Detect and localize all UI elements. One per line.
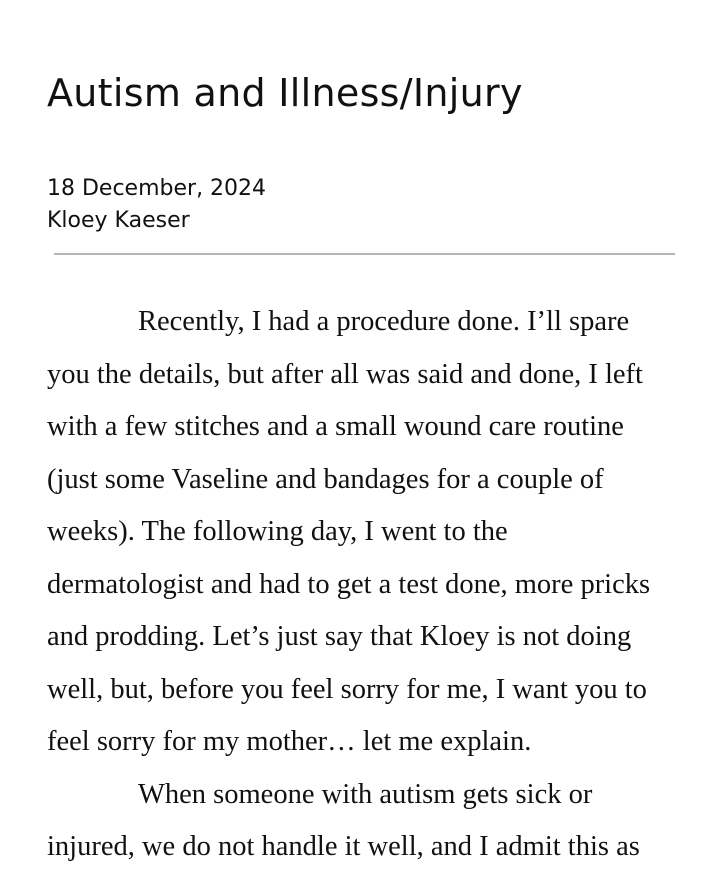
author-name: Kloey Kaeser (47, 208, 190, 233)
paragraph-line: Recently, I had a procedure done. I’ll spare (138, 306, 630, 337)
paragraph-line: When someone with autism gets sick or (138, 778, 593, 810)
article-body (47, 296, 687, 874)
paragraph-line: you the details, but after all was said and done, I left (47, 358, 643, 390)
paragraph-line: feel sorry for my mother… let me explain. (47, 726, 532, 757)
article-meta (47, 173, 266, 237)
paragraph-line: injured, we do not handle it well, and I admit this as (47, 831, 640, 862)
paragraph-line: dermatologist and had to get a test done, more pricks (47, 568, 651, 600)
paragraph-line: weeks). The following day, I went to the (47, 516, 508, 547)
article-title: Autism and Illness/Injury (47, 71, 523, 115)
paragraph-line: with a few stitches and a small wound care routine (47, 411, 624, 442)
paragraph-line: and prodding. Let’s just say that Kloey is not doing (47, 621, 632, 652)
paragraph-line: well, but, before you feel sorry for me, I want you to (47, 673, 647, 705)
divider (54, 253, 675, 255)
publish-date: 18 December, 2024 (47, 176, 267, 201)
paragraph-line: (just some Vaseline and bandages for a couple of (47, 463, 604, 495)
